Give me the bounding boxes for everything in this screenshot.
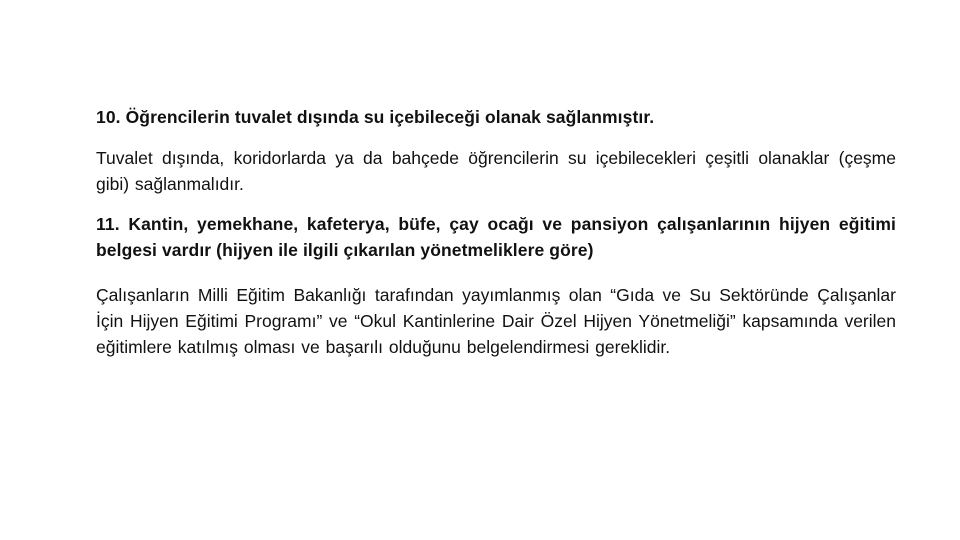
item-10-heading: 10. Öğrencilerin tuvalet dışında su içebileceği olanak sağlanmıştır. — [96, 107, 655, 127]
slide-content — [96, 104, 896, 360]
item-11-body: Çalışanların Milli Eğitim Bakanlığı tarafından yayımlanmış olan “Gıda ve Su Sektöründe Çalışanlar İçin Hijyen Eğitimi Programı” ve “Okul Kantinlerine Dair Özel Hijyen Yönetmeliği” kapsamında verilen eğitimlere katılmış olması ve başarılı olduğunu belgelendirmesi gereklidir. — [96, 285, 896, 357]
item-11-heading: 11. Kantin, yemekhane, kafeterya, büfe, çay ocağı ve pansiyon çalışanlarının hijyen eğitimi belgesi vardır (hijyen ile ilgili çıkarılan yönetmeliklere göre) — [96, 214, 896, 260]
item-10-body: Tuvalet dışında, koridorlarda ya da bahçede öğrencilerin su içebilecekleri çeşitli olanaklar (çeşme gibi) sağlanmalıdır. — [96, 148, 896, 194]
